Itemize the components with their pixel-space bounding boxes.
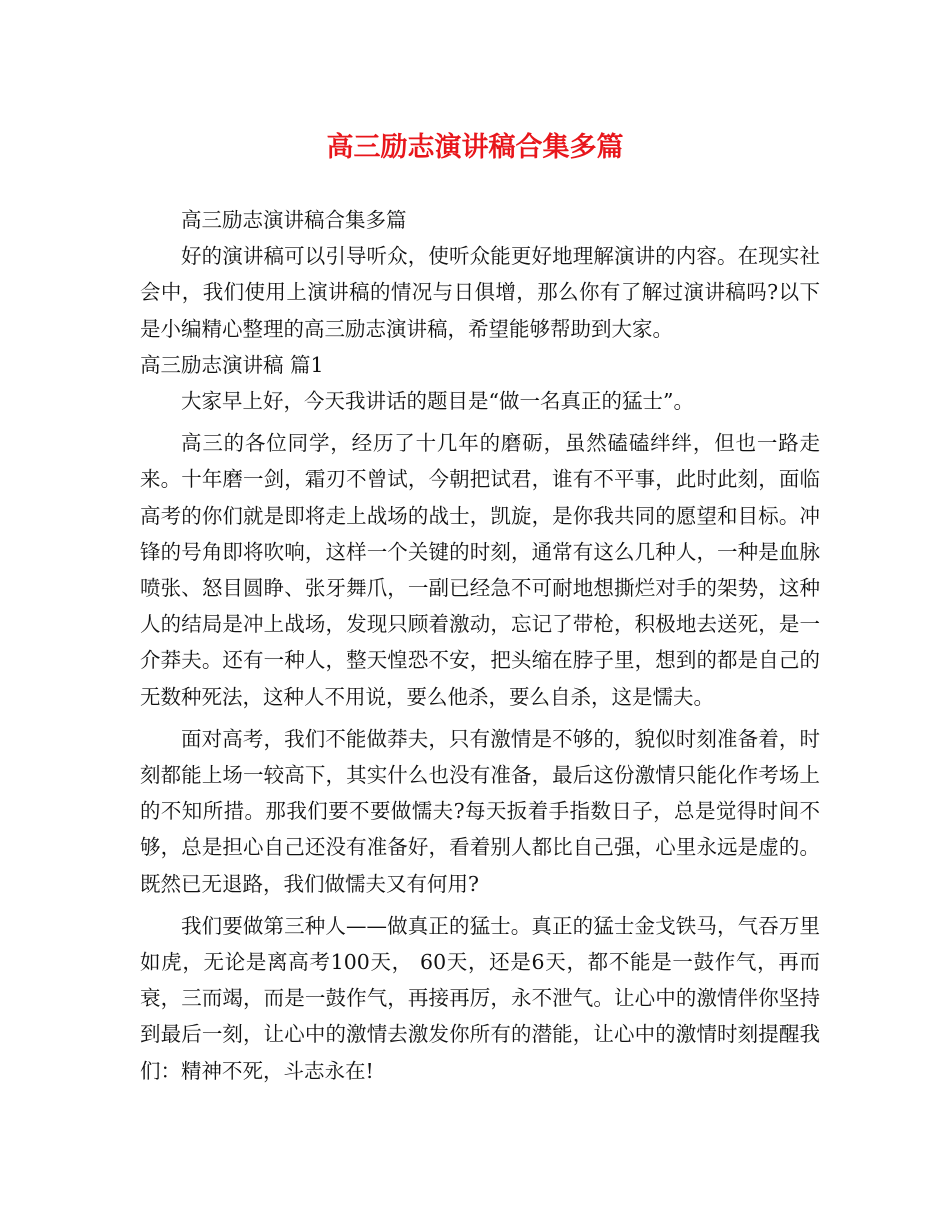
intro-paragraph: 好的演讲稿可以引导听众，使听众能更好地理解演讲的内容。在现实社会中，我们使用上演讲稿的情况与日俱增，那么你有了解过演讲稿吗?以下是小编精心整理的高三励志演讲稿，希望能够帮助到大家。 [140,244,820,341]
body-paragraph-2: 高三的各位同学，经历了十几年的磨砺，虽然磕磕绊绊，但也一路走来。十年磨一剑，霜刃不曾试，今朝把试君，谁有不平事，此时此刻，面临高考的你们就是即将走上战场的战士，凯旋，是你我共同的愿望和目标。冲锋的号角即将吹响，这样一个关键的时刻，通常有这么几种人，一种是血脉喷张、怒目圆睁、张牙舞爪，一副已经急不可耐地想撕烂对手的架势，这种人的结局是冲上战场，发现只顾着激动，忘记了带枪，积极地去送死，是一介莽夫。还有一种人，整天惶恐不安，把头缩在脖子里，想到的都是自己的无数种死法，这种人不用说，要么他杀，要么自杀，这是懦夫。 [140,431,820,709]
body-paragraph-4: 我们要做第三种人——做真正的猛士。真正的猛士金戈铁马，气吞万里如虎，无论是离高考100天， 60天，还是6天，都不能是一鼓作气，再而衰，三而竭，而是一鼓作气，再接再厉，永不泄气。让心中的激情伴你坚持到最后一刻，让心中的激情去激发你所有的潜能，让心中的激情时刻提醒我们：精神不死，斗志永在! [140,913,820,1083]
section-heading: 高三励志演讲稿 篇1 [140,352,324,377]
body-paragraph-3: 面对高考，我们不能做莽夫，只有激情是不够的，貌似时刻准备着，时刻都能上场一较高下，其实什么也没有准备，最后这份激情只能化作考场上的不知所措。那我们要不要做懦夫?每天扳着手指数日子，总是觉得时间不够，总是担心自己还没有准备好，看着别人都比自己强，心里永远是虚的。既然已无退路，我们做懦夫又有何用? [140,726,820,896]
document-body [140,202,820,1089]
body-paragraph-1: 大家早上好，今天我讲话的题目是“做一名真正的猛士”。 [181,389,694,414]
subtitle-paragraph: 高三励志演讲稿合集多篇 [181,208,407,232]
document-title: 高三励志演讲稿合集多篇 [326,132,624,163]
